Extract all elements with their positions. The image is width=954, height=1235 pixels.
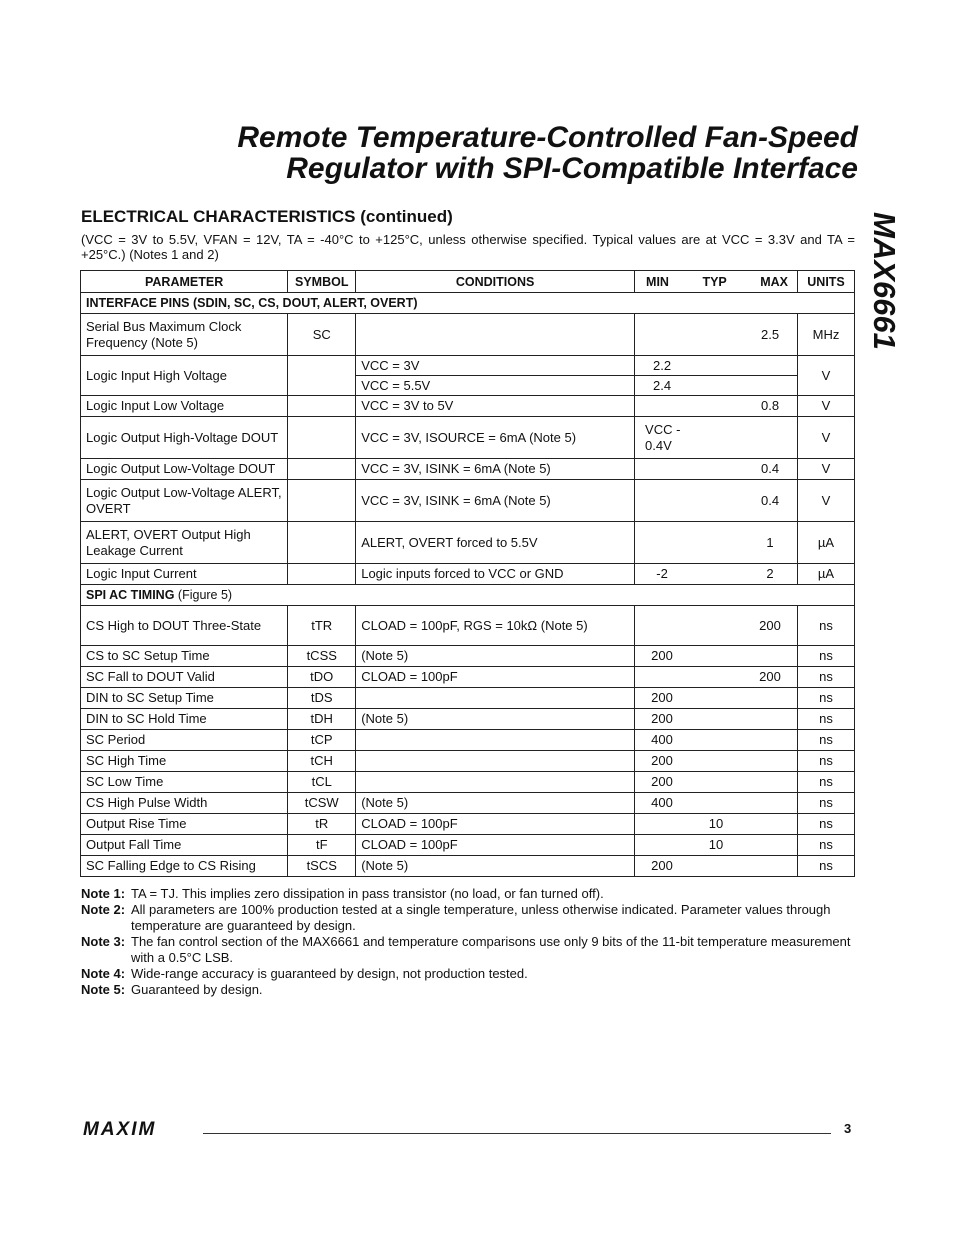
table-row	[81, 356, 855, 376]
cell-min: -2	[656, 566, 668, 581]
cell-symbol: tTR	[288, 606, 356, 646]
cell-param: SC Fall to DOUT Valid	[81, 667, 288, 688]
cell-param: CS High to DOUT Three-State	[81, 606, 288, 646]
note-item	[81, 982, 855, 998]
group-label	[81, 585, 855, 606]
table-row	[81, 688, 855, 709]
cell-min: VCC - 0.4V	[645, 421, 681, 453]
cell-param: Logic Input Current	[81, 564, 288, 585]
table-row	[81, 459, 855, 480]
cell-param: Logic Output Low-Voltage DOUT	[81, 459, 288, 480]
cell-units: ns	[798, 835, 855, 856]
cell-min: 200	[651, 858, 673, 873]
table-row	[81, 522, 855, 564]
cell-param: Logic Input Low Voltage	[81, 396, 288, 417]
note-item	[81, 902, 855, 934]
cell-min: 200	[651, 753, 673, 768]
col-units: UNITS	[798, 271, 855, 293]
table-row	[81, 667, 855, 688]
test-conditions: (VCC = 3V to 5.5V, VFAN = 12V, TA = -40°C to +125°C, unless otherwise specified. Typical values are at VCC = 3.3V and TA = +25°C.) (Notes 1 and 2)	[81, 232, 855, 262]
cell-symbol	[288, 564, 356, 585]
col-min: MIN	[646, 274, 669, 289]
cell-symbol: tCL	[288, 772, 356, 793]
cell-cond: VCC = 3V to 5V	[356, 396, 635, 417]
cell-min: 2.2	[652, 357, 672, 373]
group-row-spi-ac-timing	[81, 585, 855, 606]
note-text: All parameters are 100% production tested at a single temperature, unless otherwise indicated. Parameter values through temperature are guaranteed by design.	[131, 902, 831, 933]
cell-cond: CLOAD = 100pF	[356, 814, 635, 835]
cell-cond: (Note 5)	[356, 646, 635, 667]
title-line-2: Regulator with SPI-Compatible Interface	[286, 152, 858, 185]
cell-param: SC Low Time	[81, 772, 288, 793]
cell-min	[635, 837, 689, 853]
cell-symbol: tCSS	[288, 646, 356, 667]
cell-typ	[689, 753, 743, 769]
cell-units: ns	[798, 856, 855, 877]
cell-min: 2.4	[652, 377, 672, 393]
note-text: Guaranteed by design.	[131, 982, 263, 997]
cell-min: 400	[651, 795, 673, 810]
footer-rule	[203, 1133, 831, 1134]
cell-max: 2.5	[760, 326, 780, 342]
cell-min-typ-max	[635, 835, 798, 856]
maxim-logo-text: MAXIM	[83, 1120, 157, 1138]
table-header-row	[81, 271, 855, 293]
cell-param: Output Fall Time	[81, 835, 288, 856]
cell-units: ns	[798, 606, 855, 646]
cell-cond	[356, 751, 635, 772]
table-row	[81, 793, 855, 814]
cell-param: SC Falling Edge to CS Rising	[81, 856, 288, 877]
group-label-ref: (Figure 5)	[174, 588, 233, 602]
cell-symbol: tDS	[288, 688, 356, 709]
col-conditions: CONDITIONS	[356, 271, 635, 293]
cell-typ	[689, 774, 743, 790]
electrical-characteristics-table	[80, 270, 855, 877]
cell-units: V	[798, 417, 855, 459]
cell-typ	[689, 669, 743, 685]
cell-typ	[689, 618, 743, 634]
cell-symbol: tF	[288, 835, 356, 856]
cell-min: 200	[651, 690, 673, 705]
table-row	[81, 772, 855, 793]
group-label-bold: SPI AC TIMING	[86, 588, 175, 602]
cell-cond	[356, 772, 635, 793]
timing-rows	[81, 606, 855, 877]
cell-symbol: tCP	[288, 730, 356, 751]
note-label: Note 3:	[81, 934, 126, 949]
table-row	[81, 835, 855, 856]
cell-units: V	[798, 356, 855, 396]
cell-max: 200	[759, 669, 781, 684]
cell-typ	[689, 795, 743, 811]
cell-units: ns	[798, 772, 855, 793]
cell-min-typ-max	[635, 417, 798, 459]
cell-min-typ-max	[635, 480, 798, 522]
cell-param: CS to SC Setup Time	[81, 646, 288, 667]
cell-symbol	[288, 356, 356, 396]
cell-max	[743, 648, 797, 664]
cell-cond: VCC = 5.5V	[356, 376, 635, 396]
cell-max	[743, 816, 797, 832]
cell-min-typ-max	[635, 688, 798, 709]
cell-min-typ-max	[635, 606, 798, 646]
cell-param: CS High Pulse Width	[81, 793, 288, 814]
document-title	[120, 122, 858, 184]
cell-typ	[689, 327, 743, 343]
cell-units: ns	[798, 730, 855, 751]
cell-units: V	[798, 396, 855, 417]
table-row	[81, 814, 855, 835]
cell-max	[743, 858, 797, 874]
cell-min: 400	[651, 732, 673, 747]
cell-max	[743, 711, 797, 727]
cell-units: V	[798, 480, 855, 522]
note-label: Note 4:	[81, 966, 126, 981]
cell-max	[743, 732, 797, 748]
cell-symbol	[288, 522, 356, 564]
cell-units: MHz	[798, 314, 855, 356]
cell-cond	[356, 730, 635, 751]
cell-param: Logic Output High-Voltage DOUT	[81, 417, 288, 459]
note-text: TA = TJ. This implies zero dissipation in pass transistor (no load, or fan turned off).	[131, 886, 604, 901]
table-row	[81, 646, 855, 667]
cell-min-typ-max	[635, 356, 798, 376]
table-row	[81, 564, 855, 585]
cell-typ	[689, 711, 743, 727]
cell-min-typ-max	[635, 396, 798, 417]
cell-symbol: tDO	[288, 667, 356, 688]
table-row	[81, 417, 855, 459]
side-part-number	[862, 212, 906, 372]
cell-param: Logic Input High Voltage	[81, 356, 288, 396]
cell-min-typ-max	[635, 793, 798, 814]
cell-units: ns	[798, 667, 855, 688]
col-min-typ-max	[635, 271, 798, 293]
cell-min-typ-max	[635, 856, 798, 877]
cell-min	[635, 669, 689, 685]
cell-symbol: SC	[288, 314, 356, 356]
cell-cond: (Note 5)	[356, 709, 635, 730]
cell-min: 200	[651, 648, 673, 663]
cell-symbol: tR	[288, 814, 356, 835]
cell-units: ns	[798, 646, 855, 667]
cell-min: 200	[651, 711, 673, 726]
note-item	[81, 934, 855, 966]
page-number: 3	[844, 1121, 852, 1136]
cell-min-typ-max	[635, 646, 798, 667]
group-label: INTERFACE PINS (SDIN, SC, CS, DOUT, ALERT, OVERT)	[81, 293, 855, 314]
cell-cond: (Note 5)	[356, 856, 635, 877]
table-row	[81, 856, 855, 877]
cell-symbol	[288, 396, 356, 417]
cell-typ: 10	[708, 816, 724, 831]
cell-units: ns	[798, 688, 855, 709]
cell-typ	[689, 858, 743, 874]
cell-min	[635, 618, 689, 634]
cell-min-typ-max	[635, 814, 798, 835]
cell-symbol: tDH	[288, 709, 356, 730]
cell-symbol: tCH	[288, 751, 356, 772]
cell-cond: VCC = 3V, ISOURCE = 6mA (Note 5)	[356, 417, 635, 459]
cell-min-typ-max	[635, 751, 798, 772]
cell-cond: VCC = 3V	[356, 356, 635, 376]
cell-min: 200	[651, 774, 673, 789]
note-label: Note 2:	[81, 902, 126, 917]
cell-min-typ-max	[635, 459, 798, 480]
cell-max: 200	[759, 617, 781, 633]
cell-units: ns	[798, 793, 855, 814]
notes-block	[81, 886, 855, 998]
note-item	[81, 966, 855, 982]
cell-typ: 10	[708, 837, 724, 852]
cell-max	[743, 753, 797, 769]
cell-max	[743, 690, 797, 706]
cell-cond	[356, 688, 635, 709]
note-item	[81, 886, 855, 902]
cell-typ	[689, 690, 743, 706]
cell-symbol: tSCS	[288, 856, 356, 877]
col-symbol: SYMBOL	[288, 271, 356, 293]
cell-max	[743, 837, 797, 853]
cell-symbol	[288, 480, 356, 522]
cell-cond: CLOAD = 100pF	[356, 835, 635, 856]
cell-units: ns	[798, 751, 855, 772]
note-text: The fan control section of the MAX6661 and temperature comparisons use only 9 bits of the 11-bit temperature measurement with a 0.5°C LSB.	[131, 934, 851, 965]
cell-param: SC High Time	[81, 751, 288, 772]
cell-units: µA	[798, 564, 855, 585]
cell-typ	[689, 732, 743, 748]
cell-max: 0.4	[760, 461, 780, 476]
note-label: Note 5:	[81, 982, 126, 997]
cell-min	[635, 816, 689, 832]
col-parameter: PARAMETER	[81, 271, 288, 293]
col-typ: TYP	[702, 274, 727, 289]
cell-min-typ-max	[635, 772, 798, 793]
table-row	[81, 606, 855, 646]
cell-symbol: tCSW	[288, 793, 356, 814]
cell-units: ns	[798, 709, 855, 730]
table-row	[81, 314, 855, 356]
note-label: Note 1:	[81, 886, 126, 901]
cell-param: DIN to SC Setup Time	[81, 688, 288, 709]
cell-min-typ-max	[635, 730, 798, 751]
table-row	[81, 709, 855, 730]
table-row	[81, 480, 855, 522]
cell-cond	[356, 314, 635, 356]
cell-cond: Logic inputs forced to VCC or GND	[356, 564, 635, 585]
cell-min-typ-max	[635, 314, 798, 356]
cell-units: V	[798, 459, 855, 480]
cell-max: 1	[766, 534, 774, 550]
col-max: MAX	[760, 274, 789, 289]
cell-symbol	[288, 459, 356, 480]
title-line-1: Remote Temperature-Controlled Fan-Speed	[237, 121, 858, 154]
cell-max: 0.8	[760, 398, 780, 413]
section-heading: ELECTRICAL CHARACTERISTICS (continued)	[81, 207, 453, 226]
part-number-label: MAX6661	[867, 212, 902, 350]
table-row	[81, 751, 855, 772]
cell-cond: VCC = 3V, ISINK = 6mA (Note 5)	[356, 459, 635, 480]
cell-max	[743, 795, 797, 811]
cell-param: Output Rise Time	[81, 814, 288, 835]
cell-typ	[689, 648, 743, 664]
group-row-interface-pins	[81, 293, 855, 314]
cell-min	[635, 327, 689, 343]
table-row	[81, 730, 855, 751]
cell-cond: ALERT, OVERT forced to 5.5V	[356, 522, 635, 564]
cell-units: ns	[798, 814, 855, 835]
note-text: Wide-range accuracy is guaranteed by design, not production tested.	[131, 966, 528, 981]
table-row	[81, 396, 855, 417]
cell-min-typ-max	[635, 522, 798, 564]
cell-symbol	[288, 417, 356, 459]
cell-max	[743, 774, 797, 790]
cell-units: µA	[798, 522, 855, 564]
cell-cond: CLOAD = 100pF	[356, 667, 635, 688]
cell-param: SC Period	[81, 730, 288, 751]
cell-param: ALERT, OVERT Output High Leakage Current	[81, 522, 288, 564]
cell-min-typ-max	[635, 564, 798, 585]
maxim-logo	[83, 1120, 193, 1138]
cell-cond: CLOAD = 100pF, RGS = 10kΩ (Note 5)	[356, 606, 635, 646]
cell-max: 2	[766, 566, 774, 581]
cell-min-typ-max	[635, 376, 798, 396]
cell-max: 0.4	[760, 492, 780, 508]
cell-param: Serial Bus Maximum Clock Frequency (Note 5)	[81, 314, 288, 356]
cell-min-typ-max	[635, 667, 798, 688]
cell-param: Logic Output Low-Voltage ALERT, OVERT	[81, 480, 288, 522]
cell-cond: VCC = 3V, ISINK = 6mA (Note 5)	[356, 480, 635, 522]
cell-param: DIN to SC Hold Time	[81, 709, 288, 730]
cell-cond: (Note 5)	[356, 793, 635, 814]
cell-min-typ-max	[635, 709, 798, 730]
